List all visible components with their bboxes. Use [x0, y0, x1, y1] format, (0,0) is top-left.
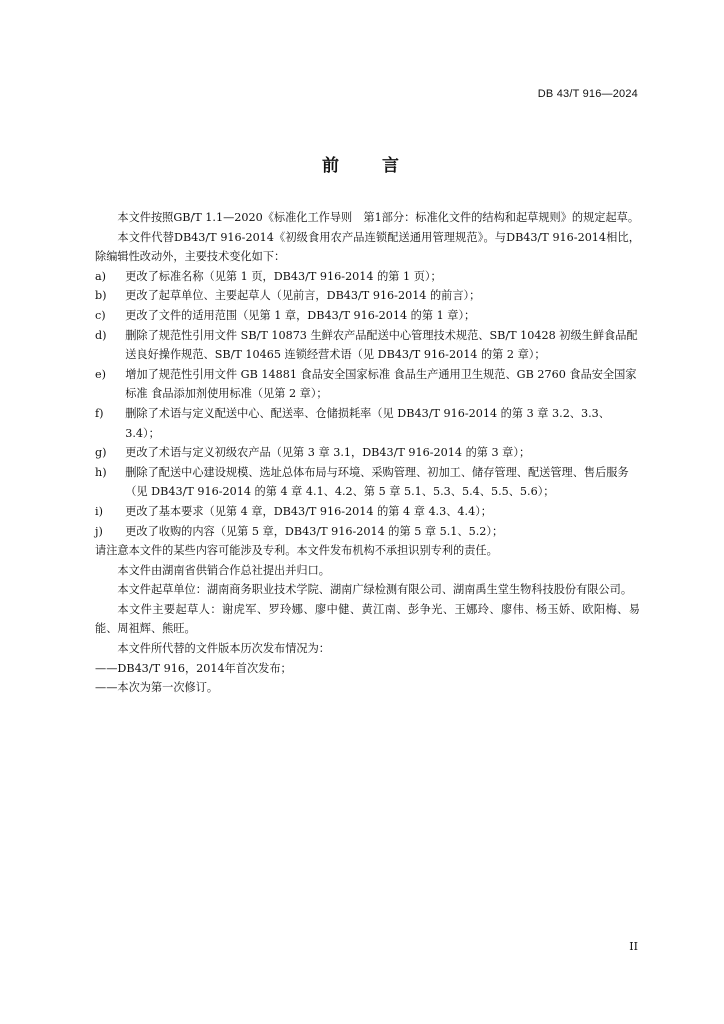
list-item [95, 502, 640, 522]
list-item [95, 326, 640, 365]
list-item [95, 267, 640, 287]
list-label: i) [95, 504, 103, 518]
list-label: d) [95, 328, 107, 342]
list-item [95, 443, 640, 463]
list-label: b) [95, 289, 107, 303]
list-text: 更改了文件的适用范围（见第 1 章，DB43/T 916-2014 的第 1 章）； [125, 308, 476, 322]
foreword-body [95, 208, 640, 698]
list-text: 更改了术语与定义初级农产品（见第 3 章 3.1，DB43/T 916-2014 的第 3 章）； [125, 446, 531, 460]
proposer-statement: 本文件由湖南省供销合作总社提出并归口。 [117, 563, 330, 577]
list-text: 增加了规范性引用文件 GB 14881 食品安全国家标准 食品生产通用卫生规范、GB 2760 食品安全国家标准 食品添加剂使用标准（见第 2 章）； [125, 367, 637, 401]
list-label: f) [95, 406, 104, 420]
list-item [95, 286, 640, 306]
list-label: g) [95, 446, 107, 460]
list-label: j) [95, 524, 103, 538]
page-title [0, 151, 724, 176]
drafters: 本文件主要起草人：谢虎军、罗玲娜、廖中健、黄江南、彭争光、王娜玲、廖伟、杨玉娇、欧阳梅、易能、周祖辉、熊旺。 [95, 602, 640, 636]
list-text: 删除了规范性引用文件 SB/T 10873 生鲜农产品配送中心管理技术规范、SB/T 10428 初级生鲜食品配送良好操作规范、SB/T 10465 连锁经营术语（见 DB43/T 916-2014 的第 2 章）； [125, 328, 638, 362]
history-item: ——DB43/T 916，2014年首次发布； [95, 661, 292, 675]
list-text: 更改了基本要求（见第 4 章，DB43/T 916-2014 的第 4 章 4.3、4.4）； [125, 504, 492, 518]
list-text: 更改了起草单位、主要起草人（见前言，DB43/T 916-2014 的前言）； [125, 289, 481, 303]
history-intro: 本文件所代替的文件版本历次发布情况为： [117, 642, 330, 656]
list-label: c) [95, 308, 106, 322]
paragraph-drafting-basis: 本文件按照GB/T 1.1—2020《标准化工作导则 第1部分：标准化文件的结构和起草规则》的规定起草。 [117, 211, 640, 224]
list-label: a) [95, 269, 107, 283]
paragraph-replacement: 本文件代替DB43/T 916-2014《初级食用农产品连锁配送通用管理规范》。与DB43/T 916-2014相比，除编辑性改动外，主要技术变化如下： [95, 230, 640, 264]
list-item [95, 306, 640, 326]
list-item [95, 522, 640, 542]
drafting-units: 本文件起草单位：湖南商务职业技术学院、湖南广绿检测有限公司、湖南禹生堂生物科技股份有限公司。 [117, 583, 633, 597]
list-item [95, 463, 640, 502]
document-code: DB 43/T 916—2024 [537, 88, 638, 100]
list-text: 删除了配送中心建设规模、选址总体布局与环境、采购管理、初加工、储存管理、配送管理、售后服务（见 DB43/T 916-2014 的第 4 章 4.1、4.2、第 5 章 5.1、5.3、5.4、5.5、5.6）； [125, 465, 629, 499]
list-text: 更改了收购的内容（见第 5 章，DB43/T 916-2014 的第 5 章 5.1、5.2）； [125, 524, 504, 538]
list-label: e) [95, 367, 106, 381]
title-char-left: 前 [322, 156, 342, 176]
list-text: 删除了术语与定义配送中心、配送率、仓储损耗率（见 DB43/T 916-2014 的第 3 章 3.2、3.3、3.4）； [125, 406, 610, 440]
list-item [95, 404, 640, 443]
patent-notice: 请注意本文件的某些内容可能涉及专利。本文件发布机构不承担识别专利的责任。 [95, 544, 498, 558]
page-number: II [629, 940, 638, 953]
history-item: ——本次为第一次修订。 [95, 681, 219, 695]
list-item [95, 365, 640, 404]
list-label: h) [95, 465, 107, 479]
title-char-right: 言 [382, 156, 402, 176]
list-text: 更改了标准名称（见第 1 页，DB43/T 916-2014 的第 1 页）； [125, 269, 442, 283]
